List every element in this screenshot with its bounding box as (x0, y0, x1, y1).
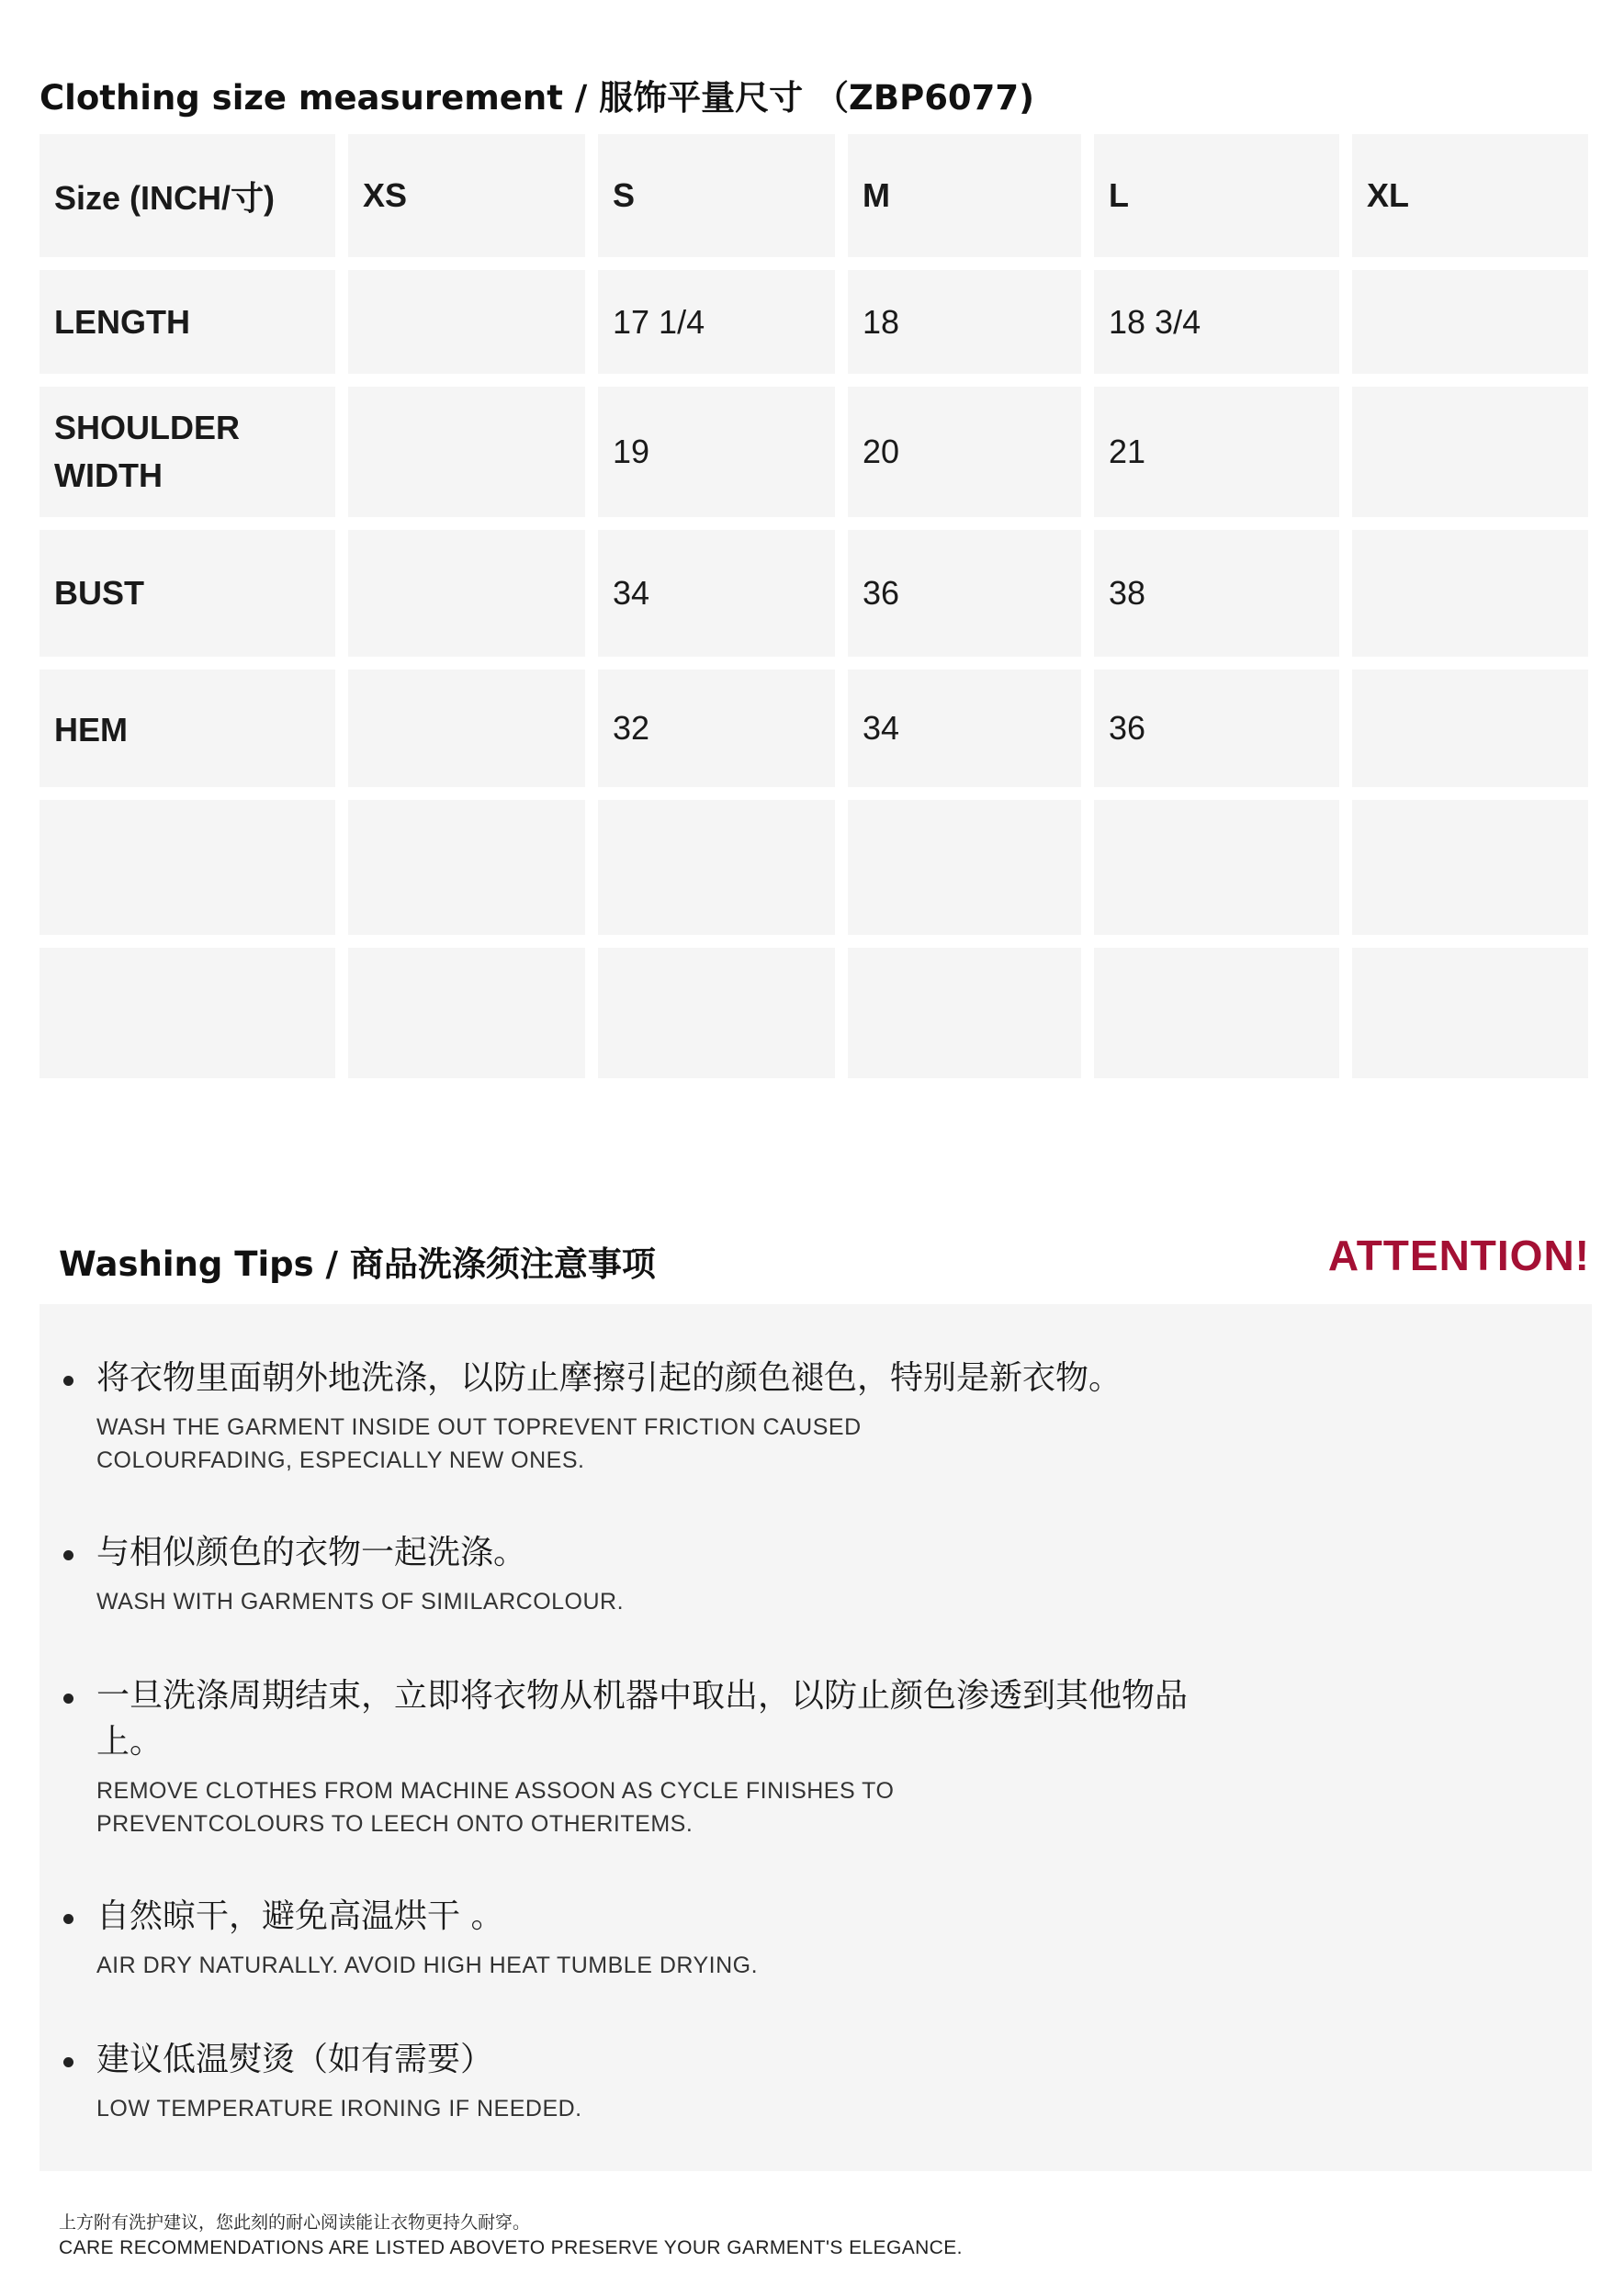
table-cell (1352, 800, 1588, 935)
size-chart-title: Clothing size measurement / 服饰平量尺寸 （ZBP6077) (39, 78, 1035, 118)
table-row (39, 800, 1592, 935)
list-item (96, 1673, 1592, 1840)
table-cell (598, 948, 835, 1078)
table-cell: 38 (1094, 530, 1339, 657)
table-cell (1352, 270, 1588, 374)
table-cell: 32 (598, 670, 835, 787)
table-cell: 21 (1094, 387, 1339, 517)
table-cell: 18 3/4 (1094, 270, 1339, 374)
table-cell (348, 270, 585, 374)
row-label: HEM (39, 670, 335, 787)
table-cell (1094, 948, 1339, 1078)
table-row (39, 387, 1592, 517)
row-label: BUST (39, 530, 335, 657)
table-cell (1094, 800, 1339, 935)
table-row (39, 530, 1592, 657)
table-cell (348, 530, 585, 657)
tip-chinese-text: 与相似颜色的衣物一起洗涤。 (96, 1534, 527, 1571)
tip-chinese-text: 一旦洗涤周期结束，立即将衣物从机器中取出，以防止颜色渗透到其他物品上。 (96, 1677, 1189, 1761)
size-header-label: Size (INCH/寸) (39, 134, 335, 257)
bullet-icon (63, 2057, 73, 2067)
table-row (39, 948, 1592, 1078)
table-row (39, 670, 1592, 787)
table-row (39, 270, 1592, 374)
bullet-icon (63, 1914, 73, 1924)
table-cell (348, 800, 585, 935)
table-cell (1352, 670, 1588, 787)
size-header-xs: XS (348, 134, 585, 257)
washing-tips-panel (39, 1304, 1592, 2171)
table-cell: 17 1/4 (598, 270, 835, 374)
table-cell: 34 (598, 530, 835, 657)
row-label (39, 800, 335, 935)
tip-english-text: LOW TEMPERATURE IRONING IF NEEDED. (96, 2096, 582, 2122)
table-cell (848, 800, 1081, 935)
table-cell: 36 (1094, 670, 1339, 787)
size-header-s: S (598, 134, 835, 257)
size-header-l: L (1094, 134, 1339, 257)
tip-english-text: WASH THE GARMENT INSIDE OUT TOPREVENT FRICTION CAUSED COLOURFADING, ESPECIALLY NEW ONES. (96, 1414, 862, 1473)
footer-english-text: CARE RECOMMENDATIONS ARE LISTED ABOVETO PRESERVE YOUR GARMENT'S ELEGANCE. (59, 2237, 963, 2258)
table-cell (1352, 948, 1588, 1078)
list-item (96, 1894, 1592, 1982)
table-cell (1352, 387, 1588, 517)
attention-label: ATTENTION! (1327, 1232, 1590, 1279)
table-cell (848, 948, 1081, 1078)
tip-english-text: REMOVE CLOTHES FROM MACHINE ASSOON AS CYCLE FINISHES TO PREVENTCOLOURS TO LEECH ONTO OTHERITEMS. (96, 1778, 895, 1837)
list-item (96, 1530, 1592, 1618)
tip-english-text: AIR DRY NATURALLY. AVOID HIGH HEAT TUMBLE DRYING. (96, 1953, 759, 1978)
table-cell (348, 670, 585, 787)
size-header-xl: XL (1352, 134, 1588, 257)
size-table (39, 134, 1592, 1091)
table-cell (348, 948, 585, 1078)
table-cell (598, 800, 835, 935)
table-cell: 19 (598, 387, 835, 517)
table-cell: 34 (848, 670, 1081, 787)
table-cell (348, 387, 585, 517)
list-item (96, 2037, 1592, 2125)
list-item (96, 1356, 1592, 1477)
table-cell (1352, 530, 1588, 657)
row-label: SHOULDER WIDTH (39, 387, 335, 517)
table-cell: 18 (848, 270, 1081, 374)
size-header-m: M (848, 134, 1081, 257)
footer-chinese-text: 上方附有洗护建议，您此刻的耐心阅读能让衣物更持久耐穿。 (59, 2212, 531, 2233)
row-label: LENGTH (39, 270, 335, 374)
tip-chinese-text: 建议低温熨烫（如有需要） (96, 2041, 494, 2078)
bullet-icon (63, 1550, 73, 1560)
tip-chinese-text: 自然晾干，避免高温烘干 。 (96, 1897, 504, 1935)
tip-english-text: WASH WITH GARMENTS OF SIMILARCOLOUR. (96, 1589, 625, 1615)
row-label (39, 948, 335, 1078)
washing-tips-title: Washing Tips / 商品洗涤须注意事项 (59, 1244, 656, 1284)
size-table-header-row (39, 134, 1592, 257)
table-cell: 20 (848, 387, 1081, 517)
tip-chinese-text: 将衣物里面朝外地洗涤，以防止摩擦引起的颜色褪色，特别是新衣物。 (96, 1359, 1122, 1397)
table-cell: 36 (848, 530, 1081, 657)
footer-note (59, 2210, 963, 2261)
bullet-icon (63, 1376, 73, 1386)
bullet-icon (63, 1694, 73, 1704)
